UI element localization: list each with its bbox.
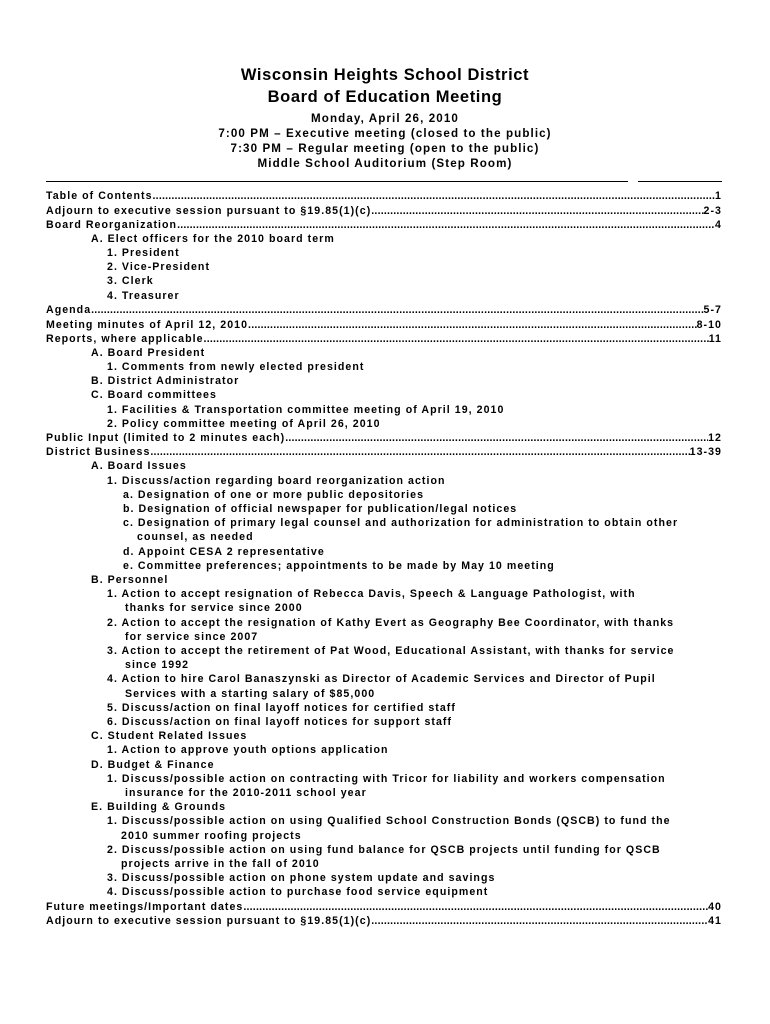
- dot-leader: [150, 445, 689, 459]
- sub-item: thanks for service since 2000: [125, 602, 303, 614]
- sub-item: 1. President: [107, 247, 180, 259]
- dot-leader: [91, 303, 703, 317]
- dot-leader: [371, 914, 708, 928]
- sub-item: 3. Clerk: [107, 275, 154, 287]
- dot-leader: [285, 431, 708, 445]
- toc-entry: [46, 318, 722, 332]
- dot-leader: [177, 218, 715, 232]
- sub-item: 1. Facilities & Transportation committee meeting of April 19, 2010: [107, 403, 505, 416]
- sub-item: a. Designation of one or more public depositories: [123, 488, 425, 501]
- sub-item: 4. Discuss/possible action to purchase food service equipment: [107, 886, 489, 898]
- sub-item: insurance for the 2010-2011 school year: [125, 787, 367, 799]
- toc-entry: [46, 204, 722, 218]
- toc-entry: [46, 332, 722, 346]
- sub-item: 2010 summer roofing projects: [121, 829, 302, 842]
- dot-leader: [204, 332, 709, 346]
- sub-item: 2. Policy committee meeting of April 26, 2010: [107, 417, 381, 430]
- sub-item: A. Board President: [91, 346, 206, 359]
- toc-entry-page: 4: [715, 219, 722, 231]
- sub-item: e. Committee preferences; appointments to be made by May 10 meeting: [123, 559, 555, 572]
- dot-leader: [243, 900, 708, 914]
- sub-item: counsel, as needed: [137, 531, 254, 543]
- sub-item: 1. Discuss/action regarding board reorganization action: [107, 474, 446, 487]
- toc-entry-label: District Business: [46, 446, 151, 458]
- toc-entry-label: Future meetings/Important dates: [46, 900, 244, 913]
- sub-item: 1. Comments from newly elected president: [107, 361, 365, 373]
- sub-item: 3. Action to accept the retirement of Pat Wood, Educational Assistant, with thanks for service: [107, 645, 675, 657]
- sub-item: 4. Action to hire Carol Banaszynski as Director of Academic Services and Director of Pupil: [107, 673, 656, 685]
- sub-item: B. District Administrator: [91, 375, 240, 387]
- toc-entry-page: 11: [708, 332, 722, 345]
- sub-item: A. Elect officers for the 2010 board term: [91, 233, 335, 245]
- sub-item: C. Student Related Issues: [91, 730, 248, 742]
- toc-entry: [46, 431, 722, 445]
- toc-entry-page: 40: [708, 900, 722, 913]
- sub-item: 6. Discuss/action on final layoff notices for support staff: [107, 716, 453, 728]
- toc-entry-page: 41: [708, 914, 722, 927]
- toc-entry-page: 12: [708, 432, 722, 444]
- toc-entry-label: Meeting minutes of April 12, 2010: [46, 318, 249, 331]
- toc-entry-label: Public Input (limited to 2 minutes each): [46, 432, 286, 444]
- toc-entry: [46, 445, 722, 459]
- toc-entry-page: 1: [715, 190, 722, 202]
- sub-item: Services with a starting salary of $85,000: [125, 687, 376, 700]
- sub-item: 3. Discuss/possible action on phone system update and savings: [107, 872, 496, 884]
- dot-leader: [371, 204, 703, 218]
- regular-meeting-time: 7:30 PM – Regular meeting (open to the public): [230, 142, 540, 155]
- sub-item: 1. Action to accept resignation of Rebecca Davis, Speech & Language Pathologist, with: [107, 588, 636, 600]
- sub-item: 1. Action to approve youth options application: [107, 744, 389, 756]
- toc-entry: [46, 900, 722, 914]
- sub-item: b. Designation of official newspaper for publication/legal notices: [123, 503, 518, 515]
- header-divider: [46, 181, 722, 182]
- toc-entry: [46, 189, 722, 203]
- sub-item: 2. Discuss/possible action on using fund balance for QSCB projects until funding for QSCB: [107, 843, 661, 856]
- toc-entry-label: Agenda: [46, 304, 92, 316]
- toc-entry-label: Adjourn to executive session pursuant to §19.85(1)(c): [46, 914, 372, 927]
- sub-item: 4. Treasurer: [107, 289, 180, 302]
- meeting-title: Board of Education Meeting: [267, 88, 503, 106]
- toc-entry: [46, 303, 722, 317]
- toc-entry-label: Adjourn to executive session pursuant to §19.85(1)(c): [46, 204, 372, 217]
- toc-entry-page: 2-3: [703, 204, 722, 217]
- toc-entry: [46, 914, 722, 928]
- sub-item: for service since 2007: [125, 630, 259, 643]
- sub-item: C. Board committees: [91, 389, 217, 401]
- sub-item: 1. Discuss/possible action on using Qualified School Construction Bonds (QSCB) to fund the: [107, 815, 671, 827]
- sub-item: E. Building & Grounds: [91, 801, 227, 813]
- district-title: Wisconsin Heights School District: [240, 66, 530, 84]
- sub-item: c. Designation of primary legal counsel and authorization for administration to obtain other: [123, 517, 679, 529]
- toc-entry-label: Table of Contents: [46, 190, 153, 202]
- sub-item: 5. Discuss/action on final layoff notices for certified staff: [107, 701, 456, 714]
- sub-item: projects arrive in the fall of 2010: [121, 858, 320, 870]
- toc-entry-page: 8-10: [696, 318, 722, 331]
- toc-entry-page: 13-39: [689, 446, 722, 458]
- sub-item: A. Board Issues: [91, 460, 187, 472]
- toc-entry-label: Board Reorganization: [46, 219, 178, 231]
- dot-leader: [153, 189, 716, 203]
- sub-item: 1. Discuss/possible action on contracting with Tricor for liability and workers compensation: [107, 772, 666, 785]
- meeting-date: Monday, April 26, 2010: [311, 112, 459, 125]
- toc-entry-page: 5-7: [703, 304, 722, 316]
- sub-item: D. Budget & Finance: [91, 758, 215, 771]
- meeting-location: Middle School Auditorium (Step Room): [257, 157, 513, 170]
- sub-item: since 1992: [125, 659, 190, 671]
- sub-item: d. Appoint CESA 2 representative: [123, 545, 325, 558]
- toc-entry-label: Reports, where applicable: [46, 332, 204, 345]
- divider-gap: [628, 180, 638, 183]
- sub-item: B. Personnel: [91, 574, 169, 586]
- dot-leader: [248, 318, 697, 332]
- sub-item: 2. Vice-President: [107, 261, 211, 273]
- sub-item: 2. Action to accept the resignation of Kathy Evert as Geography Bee Coordinator, with thanks: [107, 616, 675, 629]
- executive-session-time: 7:00 PM – Executive meeting (closed to the public): [218, 127, 552, 140]
- toc-entry: [46, 218, 722, 232]
